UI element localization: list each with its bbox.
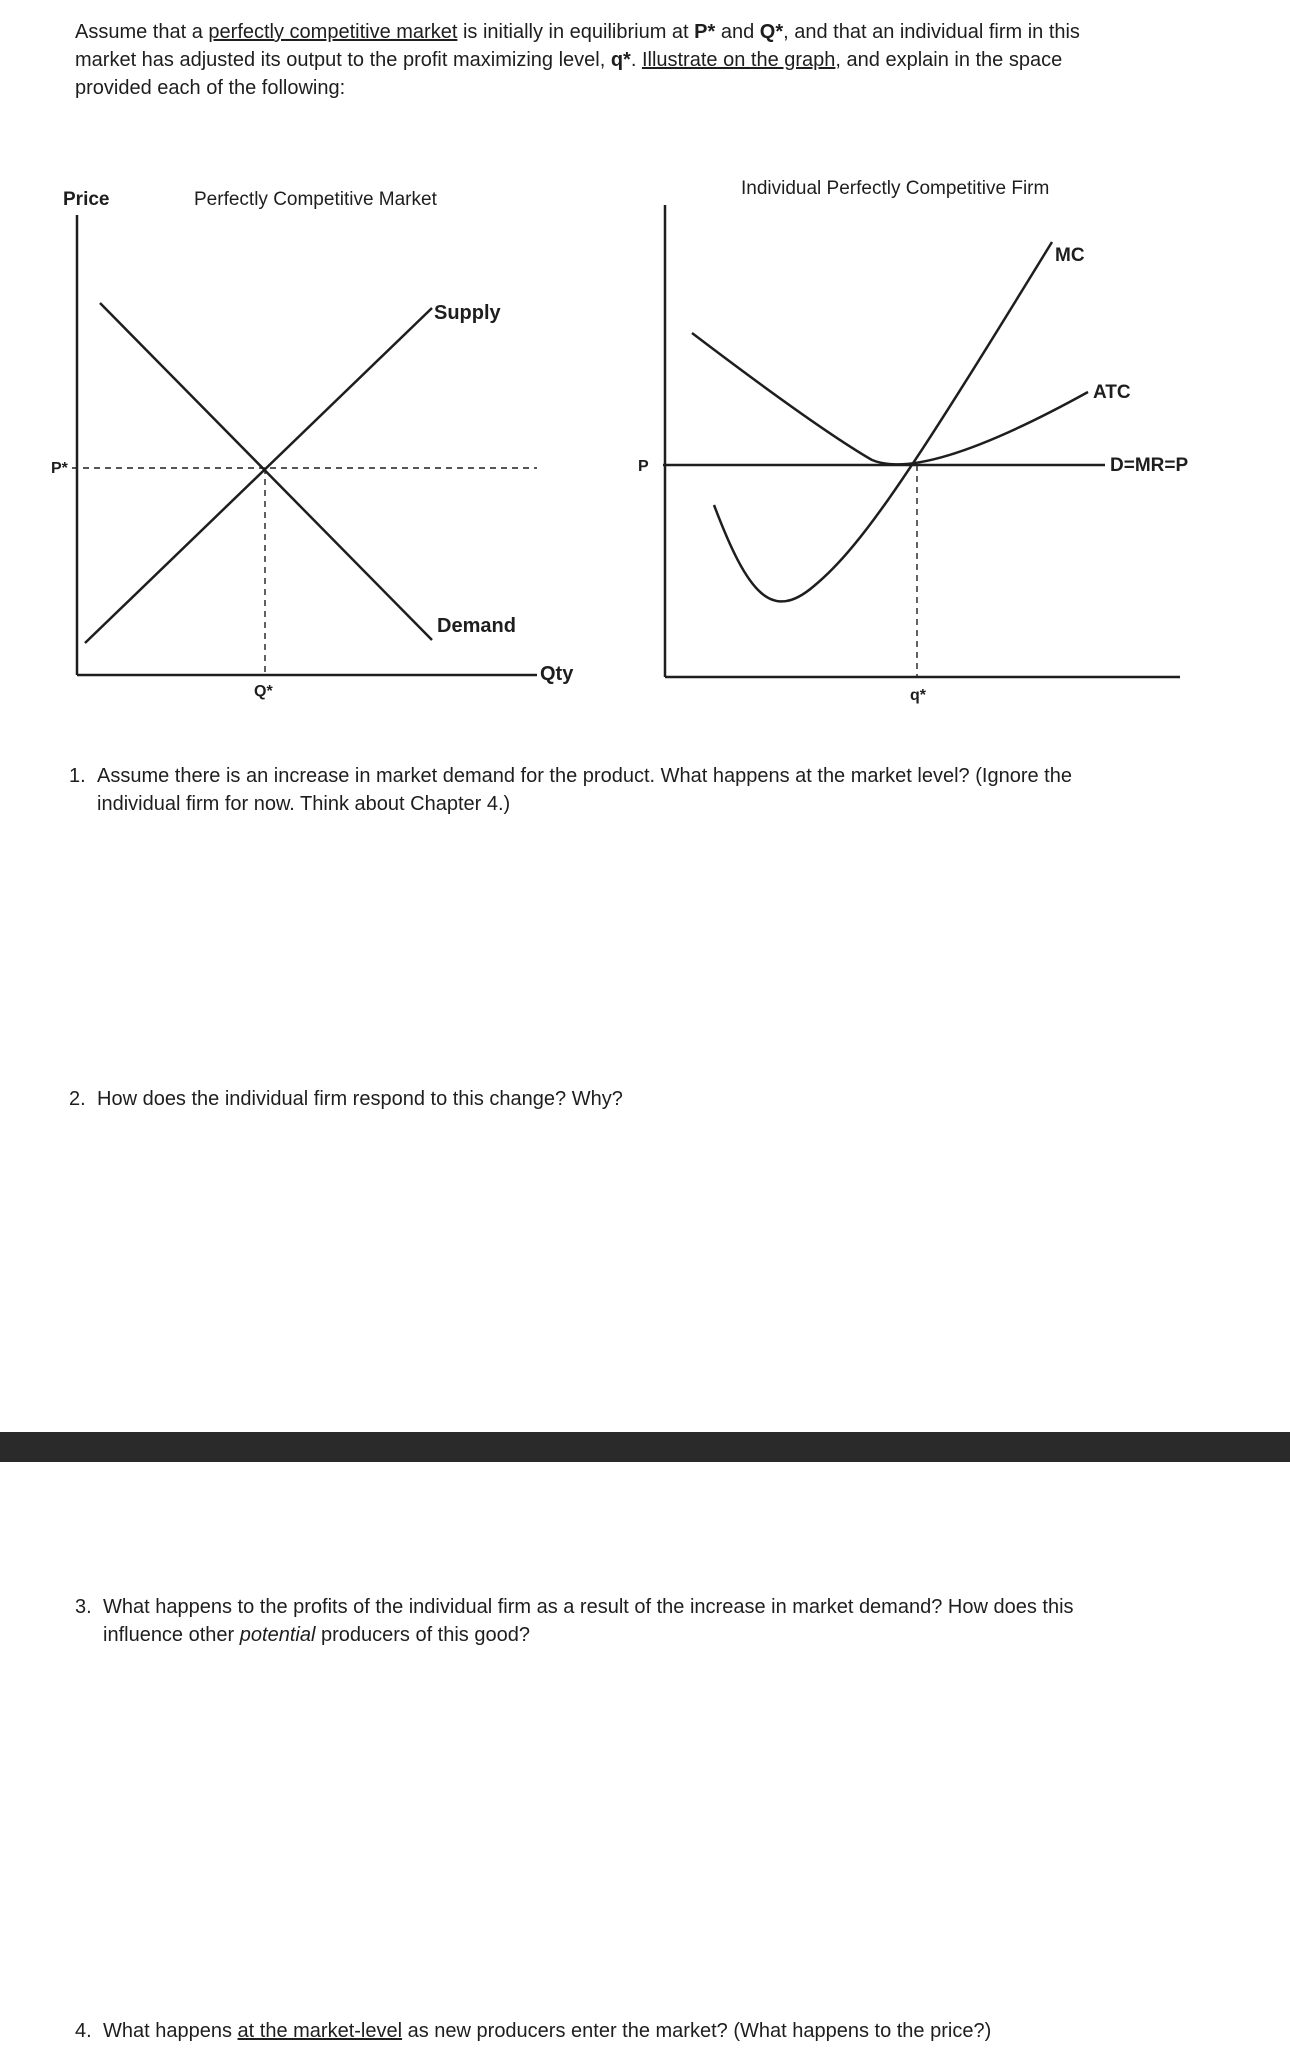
question-number: 2.: [69, 1088, 86, 1110]
intro-text: .: [630, 49, 642, 71]
intro-text: Assume that a: [75, 21, 209, 43]
intro-qlow: q*: [610, 49, 631, 71]
intro-text: is initially in equilibrium at: [457, 21, 695, 43]
question-number: 4.: [75, 2020, 92, 2042]
question-number: 3.: [75, 1596, 92, 1618]
market-y-axis-label: Price: [63, 189, 110, 210]
question-3: [75, 1593, 1155, 1649]
mc-label: MC: [1055, 245, 1085, 266]
firm-graph-title: Individual Perfectly Competitive Firm: [741, 178, 1050, 199]
atc-curve: [692, 333, 1088, 464]
intro-text: , and explain in the space provided each of the following:: [75, 49, 1063, 99]
market-price-marker: P*: [51, 460, 68, 477]
intro-paragraph: [75, 18, 1135, 102]
intro-qstar: Q*: [759, 21, 784, 43]
market-graph-title: Perfectly Competitive Market: [194, 189, 437, 210]
intro-underlined-term: perfectly competitive market: [208, 21, 458, 43]
question-4: [75, 2017, 1155, 2045]
graphs-figure: [0, 160, 1290, 720]
question-text: What happens: [103, 2020, 238, 2042]
intro-pstar: P*: [694, 21, 716, 43]
firm-graph: [638, 178, 1188, 704]
intro-text: , and that an individual firm in this market has adjusted its output to the profit maximizing level,: [75, 21, 1080, 71]
demand-curve: [100, 303, 432, 640]
question-emphasis: potential: [239, 1624, 316, 1646]
question-text: as new producers enter the market? (What happens to the price?): [402, 2020, 992, 2042]
mc-curve: [714, 242, 1052, 601]
question-text: What happens to the profits of the individual firm as a result of the increase in market demand? How does this influence other: [103, 1596, 1074, 1646]
question-text: producers of this good?: [315, 1624, 530, 1646]
question-2: [69, 1085, 1129, 1113]
supply-curve: [85, 308, 432, 643]
supply-label: Supply: [434, 302, 501, 324]
market-qty-marker: Q*: [254, 683, 273, 700]
atc-label: ATC: [1093, 382, 1131, 403]
page-divider-band: [0, 1432, 1290, 1462]
intro-text: and: [715, 21, 760, 43]
question-1: [69, 762, 1129, 818]
question-text: Assume there is an increase in market demand for the product. What happens at the market level? (Ignore the individual firm for now. Think about Chapter 4.): [97, 765, 1072, 815]
firm-demand-label: D=MR=P: [1110, 455, 1189, 476]
intro-underlined-instruction: Illustrate on the graph: [641, 49, 836, 71]
question-text: How does the individual firm respond to this change? Why?: [97, 1088, 623, 1110]
question-underlined: at the market-level: [237, 2020, 403, 2042]
firm-price-label: P: [638, 458, 649, 475]
question-number: 1.: [69, 765, 86, 787]
market-x-axis-label: Qty: [540, 663, 574, 685]
demand-label: Demand: [437, 615, 516, 637]
firm-qty-marker: q*: [910, 687, 926, 704]
market-graph: [51, 189, 574, 700]
